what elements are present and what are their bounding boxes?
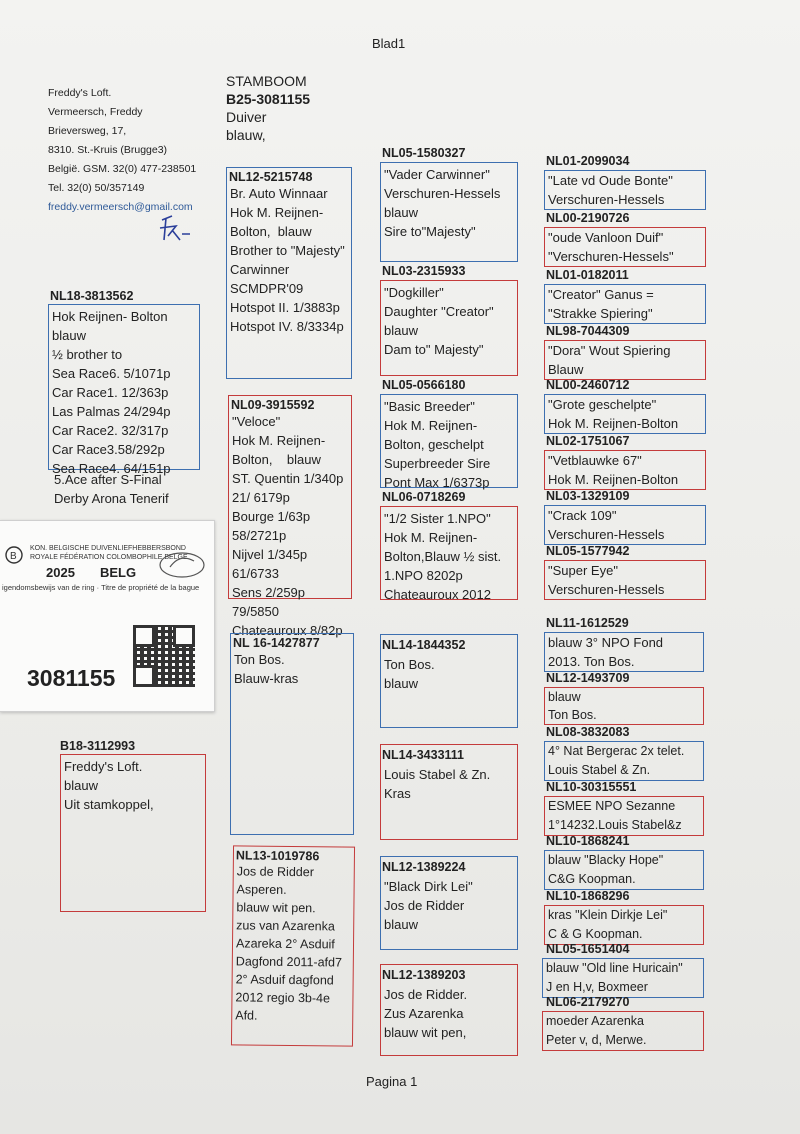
pigeon-box-g5 [380, 634, 518, 728]
pigeon-details: "Dora" Wout Spiering Blauw [548, 343, 671, 377]
pigeon-box-h5 [544, 394, 706, 434]
pigeon-details: blauw "Blacky Hope" C&G Koopman. [548, 853, 664, 886]
pigeon-box-p1 [226, 167, 352, 379]
pigeon-details: blauw Ton Bos. [548, 690, 597, 722]
pigeon-code: NL02-1751067 [546, 434, 630, 448]
pigeon-code: NL03-1329109 [546, 489, 630, 503]
pigeon-box-h2 [544, 227, 706, 267]
title-heading: STAMBOOM [226, 73, 307, 89]
pigeon-code: NL05-1577942 [546, 544, 630, 558]
pigeon-code: NL12-1493709 [546, 671, 630, 685]
pigeon-box-h13 [544, 850, 704, 890]
pigeon-code: NL12-1389224 [382, 860, 466, 874]
pigeon-box-h3 [544, 284, 706, 324]
pigeon-details: ESMEE NPO Sezanne 1°14232.Louis Stabel&z [548, 799, 682, 832]
title-color: blauw, [226, 127, 266, 143]
pigeon-box-h15 [542, 958, 704, 998]
sheet-name: Blad1 [372, 36, 406, 51]
card-org-2: ROYALE FÉDÉRATION COLOMBOPHILE BELGE [30, 554, 188, 561]
pigeon-box-h7 [544, 505, 706, 545]
pigeon-details: Ton Bos. blauw [384, 657, 435, 691]
pigeon-code: NL01-0182011 [546, 268, 629, 282]
pigeon-details: "Late vd Oude Bonte" Verschuren-Hessels [548, 173, 673, 207]
pigeon-details: Louis Stabel & Zn. Kras [384, 767, 491, 801]
pigeon-box-g2 [380, 280, 518, 376]
pigeon-box-g4 [380, 506, 518, 600]
pigeon-details: "Crack 109" Verschuren-Hessels [548, 508, 665, 542]
svg-text:B: B [10, 551, 17, 562]
card-caption: igendomsbewijs van de ring · Titre de propriété de la bague [2, 583, 200, 592]
pigeon-box-h10 [544, 687, 704, 725]
pigeon-code: NL13-1019786 [235, 848, 320, 864]
pigeon-box-h8 [544, 560, 706, 600]
title-sex: Duiver [226, 109, 267, 125]
card-org-1: KON. BELGISCHE DUIVENLIEFHEBBERSBOND [30, 545, 186, 552]
pigeon-code: NL05-1580327 [382, 146, 466, 160]
pigeon-code: NL05-0566180 [382, 378, 466, 392]
pigeon-details: "Creator" Ganus = "Strakke Spiering" [548, 287, 654, 321]
card-country: BELG [100, 565, 137, 580]
pigeon-details: "Vetblauwke 67" Hok M. Reijnen-Bolton [548, 453, 679, 487]
pigeon-code: NL10-30315551 [546, 780, 637, 794]
pigeon-details: moeder Azarenka Peter v, d, Merwe. [546, 1014, 647, 1047]
pigeon-code: NL09-3915592 [231, 398, 315, 412]
pigeon-box-p2 [228, 395, 352, 638]
owner-line: 8310. St.-Kruis (Brugge3) [48, 144, 168, 156]
page-footer: Pagina 1 [366, 1074, 418, 1089]
pigeon-box-h11 [544, 741, 704, 781]
pigeon-details: Hok Reijnen- Bolton blauw ½ brother to Sea Race6. 5/1071p Car Race1. 12/363p Las Palmas 24/294p Car Race2. 32/317p Car Race3.58/292p Sea Race4. 64/151p [52, 309, 171, 476]
signature-icon [150, 210, 210, 250]
pigeon-code: NL01-2099034 [546, 154, 630, 168]
pigeon-code: NL10-1868241 [546, 834, 630, 848]
pigeon-code: NL05-1651404 [546, 942, 630, 956]
pigeon-box-h4 [544, 340, 706, 380]
pigeon-box-g1 [380, 162, 518, 262]
pigeon-box-sire [48, 304, 200, 476]
pigeon-code: NL11-1612529 [546, 616, 629, 630]
pigeon-code: NL12-1389203 [382, 968, 466, 982]
pigeon-details: "Grote geschelpte" Hok M. Reijnen-Bolton [548, 397, 679, 431]
qr-code-icon [133, 625, 195, 687]
owner-line: Brieversweg, 17, [48, 125, 127, 137]
pigeon-code: NL14-3433111 [382, 748, 465, 762]
pigeon-details: "1/2 Sister 1.NPO" Hok M. Reijnen- Bolton,Blauw ½ sist. 1.NPO 8202p Chateauroux 2012 [384, 511, 502, 602]
pigeon-details: Freddy's Loft. blauw Uit stamkoppel, [64, 759, 154, 812]
pigeon-box-g7 [380, 856, 518, 950]
pigeon-emblem-icon [156, 545, 208, 579]
pigeon-box-h12 [544, 796, 704, 836]
pigeon-code: NL98-7044309 [546, 324, 630, 338]
pigeon-box-g3 [380, 394, 518, 488]
pigeon-code: NL12-5215748 [229, 170, 313, 184]
pigeon-box-g6 [380, 744, 518, 840]
card-year: 2025 [46, 565, 75, 580]
pigeon-details: Jos de Ridder Asperen. blauw wit pen. zus van Azarenka Azareka 2° Asduif Dagfond 2011-afd7 2° Asduif dagfond 2012 regio 3b-4e Afd. [235, 864, 343, 1023]
pigeon-box-h14 [544, 905, 704, 945]
pigeon-details: blauw 3° NPO Fond 2013. Ton Bos. [548, 635, 664, 669]
pigeon-box-dam [60, 754, 206, 912]
pigeon-details: "Black Dirk Lei" Jos de Ridder blauw [384, 879, 473, 932]
pigeon-details: "Dogkiller" Daughter "Creator" blauw Dam to" Majesty" [384, 285, 494, 357]
card-ring-number: 3081155 [27, 665, 116, 691]
pigeon-details: Br. Auto Winnaar Hok M. Reijnen- Bolton, blauw Brother to "Majesty" Carwinner SCMDPR'09 Hotspot II. 1/3883p Hotspot IV. 8/3334p [230, 186, 345, 334]
pigeon-code: NL08-3832083 [546, 725, 630, 739]
pigeon-box-h16 [542, 1011, 704, 1051]
pigeon-details: "oude Vanloon Duif" "Verschuren-Hessels" [548, 230, 674, 264]
pigeon-details: Jos de Ridder. Zus Azarenka blauw wit pen, [384, 987, 468, 1040]
pedigree-title [226, 72, 310, 144]
pigeon-box-h6 [544, 450, 706, 490]
pigeon-details: kras "Klein Dirkje Lei" C & G Koopman. [548, 908, 668, 941]
owner-line: België. GSM. 32(0) 477-238501 [48, 163, 197, 175]
pigeon-code: B18-3112993 [60, 739, 136, 753]
owner-email: freddy.vermeersch@gmail.com [48, 201, 193, 213]
pigeon-box-p3 [230, 633, 354, 835]
ring-certificate-card [0, 520, 215, 712]
pigeon-code: NL18-3813562 [50, 289, 134, 303]
pigeon-code: NL10-1868296 [546, 889, 630, 903]
owner-line: Vermeersch, Freddy [48, 106, 143, 118]
pigeon-details: 4° Nat Bergerac 2x telet. Louis Stabel & Zn. [548, 744, 685, 777]
owner-line: Freddy's Loft. [48, 87, 112, 99]
pigeon-box-p4 [231, 845, 355, 1046]
pigeon-details: "Vader Carwinner" Verschuren-Hessels blauw Sire to"Majesty" [384, 167, 501, 239]
pigeon-extra: 5.Ace after S-Final Derby Arona Tenerif [54, 472, 169, 506]
pigeon-code: NL00-2460712 [546, 378, 630, 392]
federation-logo-icon [4, 543, 24, 565]
pigeon-code: NL00-2190726 [546, 211, 630, 225]
pigeon-box-g8 [380, 964, 518, 1056]
pigeon-code: NL 16-1427877 [233, 636, 320, 650]
pigeon-code: NL03-2315933 [382, 264, 466, 278]
pigeon-code: NL14-1844352 [382, 638, 466, 652]
pigeon-box-h1 [544, 170, 706, 210]
pigeon-details: "Super Eye" Verschuren-Hessels [548, 563, 665, 597]
pigeon-code: NL06-2179270 [546, 995, 630, 1009]
pigeon-details: "Basic Breeder" Hok M. Reijnen- Bolton, geschelpt Superbreeder Sire Pont Max 1/6373p [384, 399, 491, 490]
owner-line: Tel. 32(0) 50/357149 [48, 182, 145, 194]
title-ring: B25-3081155 [226, 91, 311, 107]
pigeon-details: blauw "Old line Huricain" J en H,v, Boxmeer [546, 961, 683, 994]
pigeon-details: Ton Bos. Blauw-kras [234, 652, 299, 686]
pigeon-details: "Veloce" Hok M. Reijnen- Bolton, blauw ST. Quentin 1/340p 21/ 6179p Bourge 1/63p 58/2721p Nijvel 1/345p 61/6733 Sens 2/259p 79/5850 Chateauroux 8/82p [232, 414, 344, 638]
pigeon-code: NL06-0718269 [382, 490, 466, 504]
owner-address [48, 84, 196, 217]
pigeon-box-h9 [544, 632, 704, 672]
